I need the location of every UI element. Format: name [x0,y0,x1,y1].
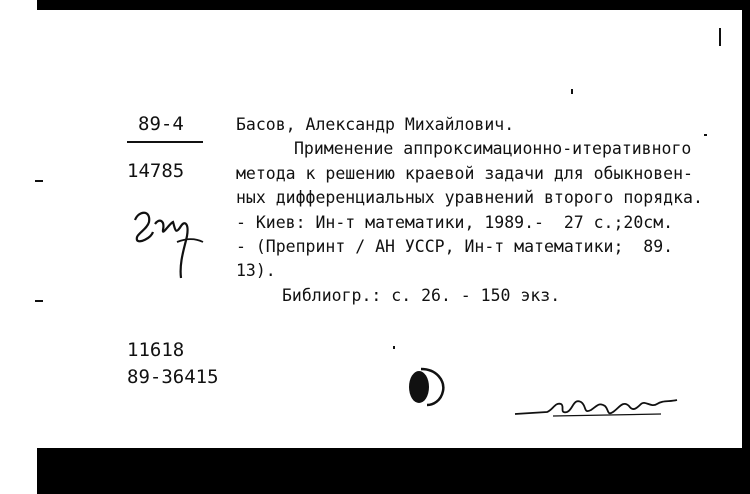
entry-series-end: 13). [236,261,276,281]
handwritten-note-signature [129,202,211,292]
inventory-number-1: 11618 [127,339,185,361]
card-left-edge [0,0,37,494]
entry-imprint: - Киев: Ин-т математики, 1989.- 27 с.;20см. [236,212,674,232]
ink-speck [704,134,707,136]
ink-speck [571,89,573,94]
entry-title-line-1: Применение аппроксимационно-итеративного [294,139,692,159]
card-edge-mark [35,300,43,302]
card-edge-mark [719,28,721,46]
entry-bibliography-note: Библиогр.: с. 26. - 150 экз. [282,285,561,305]
call-number: 89-4 [138,113,184,135]
ink-speck [393,346,395,349]
entry-series: - (Препринт / АН УССР, Ин-т математики; 89. [236,237,674,257]
call-number-divider [127,141,203,143]
entry-author: Басов, Александр Михайлович. [236,115,515,134]
entry-title-line-3: ных дифференциальных уравнений второго порядка. [236,188,703,208]
ink-stamp-mark [399,365,447,409]
catalog-card [37,10,742,448]
entry-title-line-2: метода к решению краевой задачи для обыкновен- [236,163,693,183]
inventory-number-2: 89-36415 [127,366,219,388]
card-edge-mark [35,180,43,182]
bibliographic-entry [236,113,703,308]
handwritten-mark-bottom [513,390,685,426]
accession-number: 14785 [127,160,185,182]
